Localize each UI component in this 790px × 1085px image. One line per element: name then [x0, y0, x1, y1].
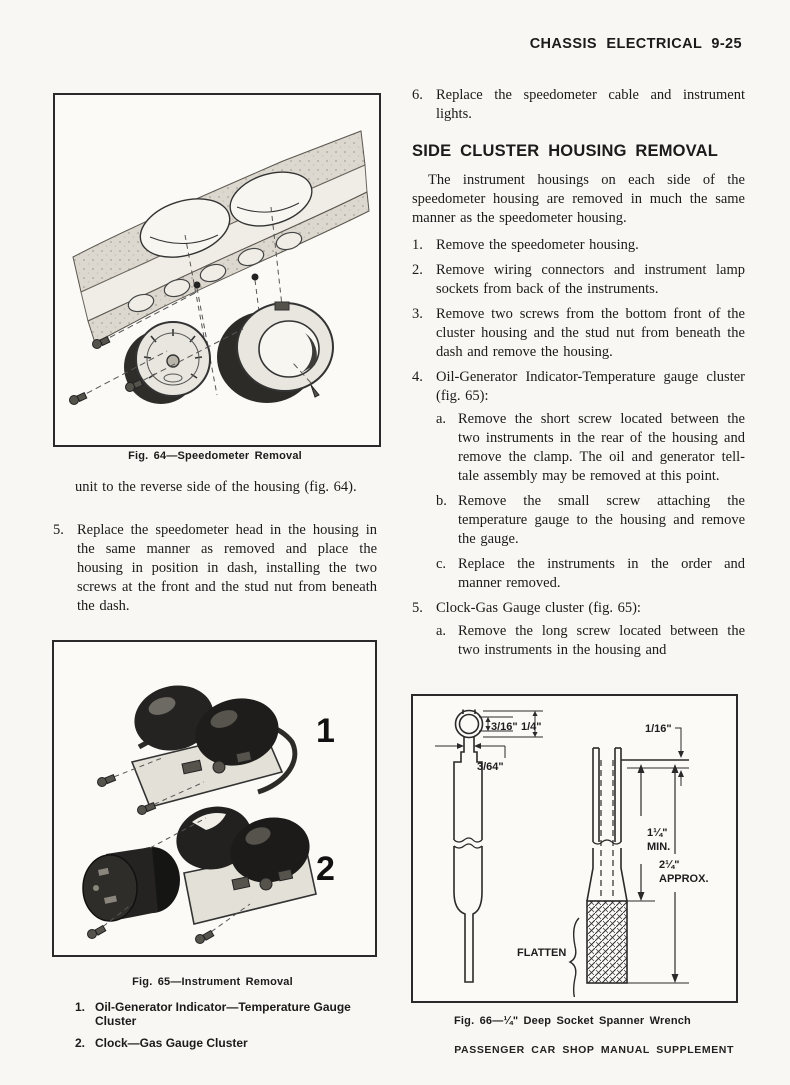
substep-letter: a.: [436, 411, 447, 427]
list-item: [53, 521, 377, 616]
dim-min-label: MIN.: [647, 841, 671, 853]
dim-approx-label: APPROX.: [659, 873, 709, 885]
step-text: Replace the speedometer cable and instrument lights.: [436, 87, 745, 122]
step-text: Remove two screws from the bottom front of the cluster housing and the stud nut from beneath the dash and remove the housing.: [436, 306, 745, 360]
list-item: [412, 368, 745, 406]
housing-bezel: [217, 302, 333, 403]
sub-list-item: [436, 410, 745, 486]
cluster-assembly-2: [83, 799, 317, 944]
fig66-frame: [411, 694, 738, 1003]
fig66-illustration: [413, 696, 732, 997]
dim-3-64-label: 3/64": [477, 761, 504, 773]
dim-1-16-label: 1/16": [645, 723, 672, 735]
step-number: 5.: [412, 600, 423, 616]
step-text: Remove the speedometer housing.: [436, 237, 639, 253]
substep-text: Remove the long screw located between the two instruments in the housing and: [458, 623, 745, 658]
section-heading: SIDE CLUSTER HOUSING REMOVAL: [412, 142, 719, 160]
substep-text: Replace the instruments in the order and manner removed.: [458, 556, 745, 591]
legend-number: 2.: [75, 1036, 86, 1050]
sub-list-item: [436, 555, 745, 593]
step-text: Clock-Gas Gauge cluster (fig. 65):: [436, 600, 641, 616]
substep-text: Remove the short screw located between the two instruments in the rear of the housing and remove the clamp. The oil and generator tell-tale assembly may be removed at this point.: [458, 411, 745, 484]
step-number: 3.: [412, 306, 423, 322]
substep-letter: a.: [436, 623, 447, 639]
intro-paragraph: The instrument housings on each side of the speedometer housing are removed in much the same manner as the speedometer housing.: [412, 172, 745, 226]
step-text: Remove wiring connectors and instrument lamp sockets from back of the instruments.: [436, 262, 745, 297]
legend-text: Clock—Gas Gauge Cluster: [95, 1036, 248, 1050]
step-text: Replace the speedometer head in the housing in the same manner as removed and place the housing in position in dash, installing the two screws at the front and the stud nut from beneath the dash.: [77, 522, 377, 614]
sub-list-item: [436, 622, 745, 660]
step-number: 6.: [412, 87, 423, 103]
legend-item: [75, 1000, 375, 1028]
fig65-legend: [75, 1000, 375, 1058]
fig64-frame: [53, 93, 381, 447]
step-number: 5.: [53, 522, 64, 538]
fig64-caption: Fig. 64—Speedometer Removal: [128, 450, 302, 462]
step-text: Oil-Generator Indicator-Temperature gauge cluster (fig. 65):: [436, 369, 745, 404]
step-number: 4.: [412, 369, 423, 385]
list-item: [412, 261, 745, 299]
list-item: [412, 236, 745, 255]
fig65-caption: Fig. 65—Instrument Removal: [132, 976, 293, 988]
dim-1-4-label: 1/4": [521, 721, 542, 733]
dim-1-1-4-label: 1¼": [647, 827, 668, 839]
page-header: CHASSIS ELECTRICAL 9-25: [529, 36, 742, 52]
step-number: 2.: [412, 262, 423, 278]
fig65-item-number-1: 1: [316, 712, 335, 750]
legend-text: Oil-Generator Indicator—Temperature Gauge Cluster: [95, 1000, 351, 1028]
sub-list-item: [436, 492, 745, 549]
substep-text: Remove the small screw attaching the temperature gauge to the housing and remove the gauge.: [458, 493, 745, 547]
flatten-label: FLATTEN: [517, 947, 567, 959]
dim-2-1-4-label: 2¼": [659, 859, 680, 871]
fig64-illustration: [55, 95, 375, 441]
legend-number: 1.: [75, 1000, 86, 1014]
list-item: [412, 86, 745, 124]
right-column: [412, 86, 745, 666]
speedometer-head: [124, 322, 210, 404]
fig65-illustration: [54, 642, 371, 951]
dim-3-16-label: 3/16": [491, 721, 518, 733]
list-item: [412, 599, 745, 618]
step-number: 1.: [412, 237, 423, 253]
fig65-item-number-2: 2: [316, 850, 335, 888]
cluster-assembly-1: [98, 677, 295, 814]
fig65-frame: [52, 640, 377, 957]
list-item: [412, 305, 745, 362]
legend-item: [75, 1036, 375, 1050]
substep-letter: b.: [436, 493, 447, 509]
left-paragraph: unit to the reverse side of the housing (fig. 64).: [75, 479, 357, 495]
fig66-caption: Fig. 66—¼" Deep Socket Spanner Wrench: [454, 1015, 691, 1027]
substep-letter: c.: [436, 556, 447, 572]
page-footer: PASSENGER CAR SHOP MANUAL SUPPLEMENT: [454, 1044, 734, 1056]
